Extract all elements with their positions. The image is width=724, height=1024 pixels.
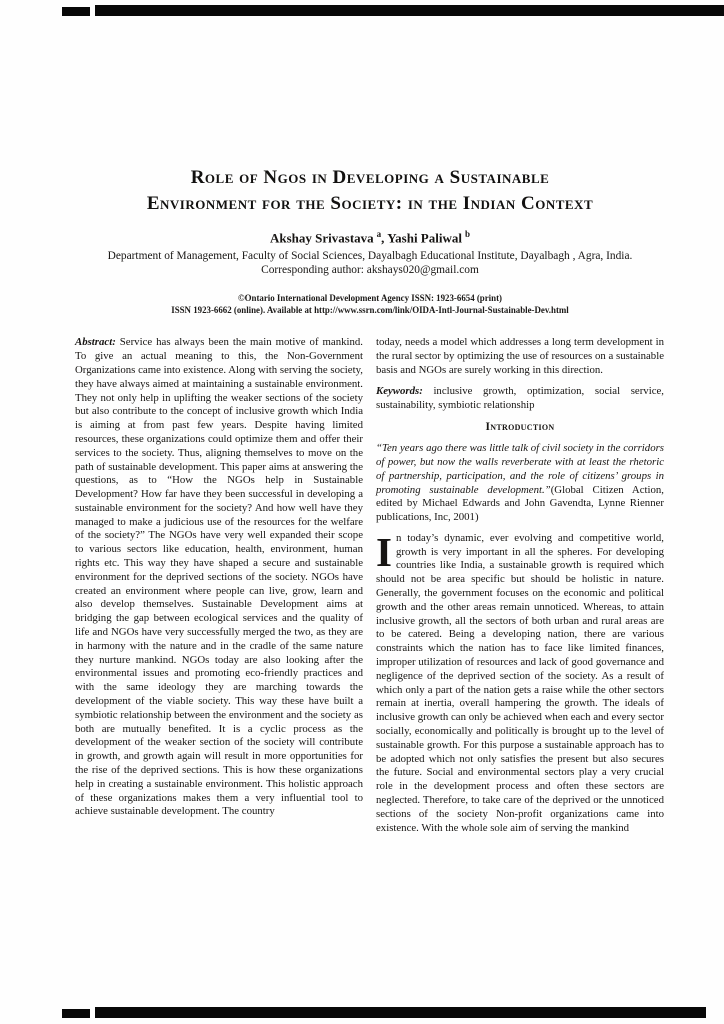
- right-column: [376, 336, 664, 835]
- dropcap-letter: I: [376, 528, 392, 575]
- keywords-text: inclusive growth, optimization, social service, sustainability, symbiotic relationship: [376, 384, 664, 411]
- introduction-paragraph: [376, 528, 664, 836]
- abstract-text: Service has always been the main motive of mankind. To give an actual meaning to this, the Non-Government Organizations came into existence. Along with serving the society, they have always aimed at maintaining a sustainable environment. They not only help in uplifting the weaker sections of the society but also contribute to the concept of inclusive growth which India is aiming at from past few years. Despite having limited resources, these organizations could optimize them and offer their services to the society. Thus, aligning themselves to move on the path of sustainable development. This paper aims at answering the questions, as to “How the NGOs help in Sustainable Development? How far have they been successful in developing a sustainable environment for the society? And how well have they managed to make a judicious use of the resources for the welfare of the society?” The NGOs have very well expanded their scope to various sectors like education, health, environment, human rights etc. This way they have shaped a secure and sustainable environment for the deprived sections of the society. NGOs have created an environment where people can live, grow, learn and also develop themselves. Sustainable Development aims at bridging the gap between ecological services and the quality of life and NGOs have very successfully merged the two, as they are in harmony with the nature and in the cradle of the same nature they nurture mankind. NGOs today are also looking after the environmental issues and promoting eco-friendly practices and with the same ideology they are marching towards the development of the viable society. This way these have built a symbiotic relationship between the environment and the society as both are mutually benefited. It is a cyclic process as the development of the weaker section of the society will contribute in growth, and growth again will result in more opportunities for the rise of the deprived sections. This is how these organizations help in creating a sustainable environment. This holistic approach of these organizations makes them a very influential tool to achieve sustainable development. The country: [75, 336, 363, 818]
- affiliation-line: Department of Management, Faculty of Social Sciences, Dayalbagh Educational Institute, Dayalbagh , Agra, India.: [107, 250, 633, 263]
- abstract-label: Abstract:: [75, 336, 116, 349]
- issn-online-line: ISSN 1923-6662 (online). Available at http://www.ssrn.com/link/OIDA-Intl-Journal-Sustainable-Dev.html: [171, 304, 569, 315]
- author-2-affiliation-mark: b: [464, 229, 470, 239]
- author-2-name: Yashi Paliwal: [387, 230, 462, 246]
- author-1-name: Akshay Srivastava: [270, 230, 374, 246]
- left-column: [75, 336, 363, 835]
- quote-text: “Ten years ago there was little talk of civil society in the corridors of power, but now the walls reverberate with at least the rhetoric of partnership, participation, and the role of citizens’ groups in promoting sustainable development.”: [376, 442, 664, 496]
- keywords-paragraph: [376, 385, 664, 413]
- corresponding-author-line: Corresponding author: akshays020@gmail.com: [261, 264, 479, 277]
- authors-separator: ,: [381, 230, 388, 246]
- opening-quote-paragraph: [376, 442, 664, 525]
- scan-artifact-bottom-bar: [95, 1007, 706, 1018]
- author-1-affiliation-mark: a: [376, 229, 382, 239]
- introduction-heading: Introduction: [485, 421, 555, 434]
- abstract-continuation-paragraph: today, needs a model which addresses a long term development in the rural sector by optimizing the use of resources on a sustainable basis and NGOs are surely working in this direction.: [376, 336, 664, 376]
- paper-title: [75, 165, 665, 217]
- issn-print-line: ©Ontario International Development Agency ISSN: 1923-6654 (print): [238, 293, 502, 304]
- quote-attribution: (Global Citizen Action, edited by Michael Edwards and John Gavendta, Lynne Rienner publications, Inc, 2001): [376, 483, 664, 524]
- authors-line: [75, 229, 665, 246]
- paper-title-line-2: Environment for the Society: in the Indian Context: [146, 193, 594, 214]
- page-content: [75, 0, 665, 835]
- introduction-text: n today’s dynamic, ever evolving and competitive world, growth is very important in all the spheres. For developing countries like India, a sustainable growth is required which should not be area specific but should be holistic in nature. Generally, the government focuses on the economic and political growth and the other areas remain unnoticed. Whereas, to attain inclusive growth, all the sectors of both urban and rural areas are to be catered. Being a developing nation, there are various constraints which the nation has to face like limited finances, improper utilization of resources and lack of good governance and negligence of the deprived section of the society. As a result of which only a part of the nation gets a raise while the other sectors remain at inertia, overall hampering the growth. The ideals of inclusive growth can only be achieved when each and every sector socially, economically and politically is brought up to the level of sustainable growth. For this purpose a sustainable approach has to be adopted which not only satisfies the present but also secures the future. Social and environmental sectors play a very crucial role in the development process and often these sectors are neglected. Therefore, to take care of the deprived or the unnoticed sections of the society Non-profit organizations came into existence. With the whole sole aim of serving the mankind: [376, 531, 664, 834]
- paper-title-line-1: Role of Ngos in Developing a Sustainable: [190, 167, 550, 188]
- journal-issn-block: [75, 293, 665, 316]
- scan-artifact-bottom-left: [62, 1009, 90, 1018]
- abstract-paragraph: [75, 336, 363, 819]
- keywords-label: Keywords:: [376, 384, 423, 397]
- two-column-body: [75, 336, 665, 835]
